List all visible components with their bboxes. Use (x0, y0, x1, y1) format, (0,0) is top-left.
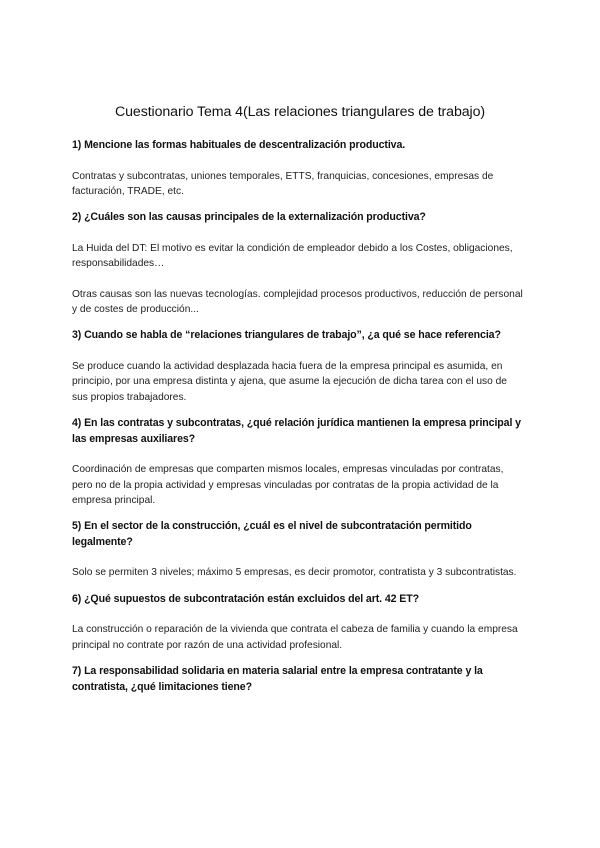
question-block-5 (72, 519, 524, 580)
questionnaire-body (72, 138, 524, 695)
question-block-4 (72, 416, 524, 508)
question-block-3 (72, 328, 524, 405)
question-block-1 (72, 138, 524, 199)
question-block-6 (72, 592, 524, 653)
answer-2a: La Huida del DT: El motivo es evitar la condición de empleador debido a los Costes, obligaciones, responsabilidades… (72, 242, 513, 270)
answer-2b: Otras causas son las nuevas tecnologías. complejidad procesos productivos, reducción de personal y de costes de producción... (72, 288, 523, 316)
question-7: 7) La responsabilidad solidaria en materia salarial entre la empresa contratante y la contratista, ¿qué limitaciones tiene? (72, 665, 483, 693)
answer-1: Contratas y subcontratas, uniones temporales, ETTS, franquicias, concesiones, empresas de facturación, TRADE, etc. (72, 170, 494, 197)
question-block-2 (72, 210, 524, 317)
question-6: 6) ¿Qué supuestos de subcontratación están excluidos del art. 42 ET? (72, 592, 419, 605)
question-block-7 (72, 664, 524, 695)
question-4: 4) En las contratas y subcontratas, ¿qué relación jurídica mantienen la empresa principal y las empresas auxiliares? (72, 417, 521, 445)
question-2: 2) ¿Cuáles son las causas principales de la externalización productiva? (72, 211, 426, 224)
document-title: Cuestionario Tema 4(Las relaciones triangulares de trabajo) (114, 104, 485, 120)
question-3: 3) Cuando se habla de “relaciones triangulares de trabajo”, ¿a qué se hace referencia? (72, 329, 501, 342)
answer-4: Coordinación de empresas que comparten mismos locales, empresas vinculadas por contratas, pero no de la propia actividad y empresas vinculadas por contratas de la propia actividad de la empresa principal. (72, 464, 504, 506)
question-1: 1) Mencione las formas habituales de descentralización productiva. (72, 139, 406, 151)
question-5: 5) En el sector de la construcción, ¿cuál es el nivel de subcontratación permitido legalmente? (72, 520, 472, 548)
answer-6: La construcción o reparación de la vivienda que contrata el cabeza de familia y cuando la empresa principal no contrate por razón de una actividad profesional. (72, 624, 518, 651)
answer-3: Se produce cuando la actividad desplazada hacia fuera de la empresa principal es asumida, en principio, por una empresa distinta y ajena, que asume la ejecución de dicha tarea con el uso de sus propios trabajadores. (72, 360, 507, 403)
answer-5: Solo se permiten 3 niveles; máximo 5 empresas, es decir promotor, contratista y 3 subcontratistas. (72, 567, 517, 579)
